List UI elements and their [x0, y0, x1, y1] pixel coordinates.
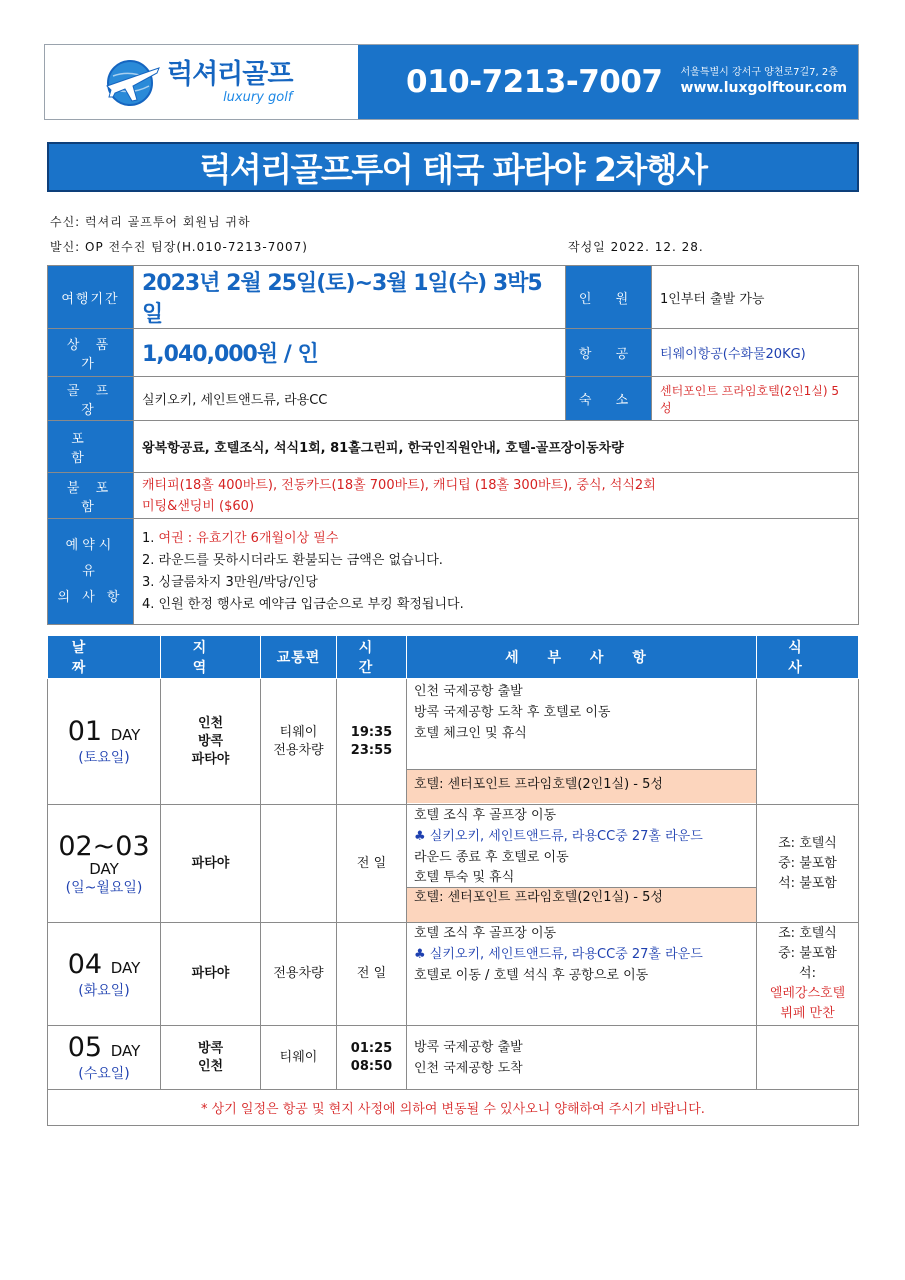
recipient-line: 수신: 럭셔리 골프투어 회원님 귀하	[50, 215, 251, 229]
footnote-row	[48, 1090, 859, 1126]
table-row	[48, 923, 859, 1026]
col-date: 날 짜	[48, 636, 161, 679]
col-transport: 교통편	[261, 636, 337, 679]
written-date: 작성일 2022. 12. 28.	[568, 240, 704, 254]
transport-cell: 티웨이 전용차량	[261, 679, 337, 805]
website-link[interactable]: www.luxgolftour.com	[680, 79, 848, 96]
detail-cell: 호텔 조식 후 골프장 이동 ♣ 실키오키, 세인트앤드류, 라용CC중 27홀 라운드 호텔로 이동 / 호텔 석식 후 공항으로 이동	[407, 923, 757, 1026]
detail-cell: 호텔 조식 후 골프장 이동 ♣ 실키오키, 세인트앤드류, 라용CC중 27홀 라운드 라운드 종료 후 호텔로 이동 호텔 투숙 및 휴식 호텔: 센터포인트 프라임호텔(2인1실) - 5성	[407, 805, 757, 923]
page-title: 럭셔리골프투어 태국 파타야 2차행사	[199, 149, 707, 189]
transport-cell	[261, 805, 337, 923]
airline-value: 티웨이항공(수화물20KG)	[652, 329, 859, 377]
hotel-label: 숙 소	[566, 377, 652, 421]
page-title-bar	[47, 142, 859, 192]
time-cell: 01:25 08:50	[337, 1026, 407, 1090]
include-value: 왕복항공료, 호텔조식, 석식1회, 81홀그린피, 한국인직원안내, 호텔-골프장이동차량	[134, 421, 859, 473]
day-cell: 01 DAY (토요일)	[48, 679, 161, 805]
exclude-label: 불 포 함	[48, 473, 134, 519]
exclude-value: 캐티피(18홀 400바트), 전동카드(18홀 700바트), 캐디팁 (18홀 300바트), 중식, 석식2회 미팅&샌딩비 ($60)	[134, 473, 859, 519]
meal-cell: 조: 호텔식 중: 불포함 석: 불포함	[757, 805, 859, 923]
include-label: 포 함	[48, 421, 134, 473]
people-value: 1인부터 출발 가능	[652, 266, 859, 329]
phone-number[interactable]: 010-7213-7007	[406, 64, 663, 100]
notes-label: 예약시 유 의 사 항	[48, 519, 134, 625]
people-label: 인 원	[566, 266, 652, 329]
logo-text: 럭셔리골프	[167, 58, 293, 90]
period-value: 2023년 2월 25일(토)~3월 1일(수) 3박5일	[134, 266, 566, 329]
col-meal: 식 사	[757, 636, 859, 679]
day-cell: 05 DAY (수요일)	[48, 1026, 161, 1090]
logo-subtext: luxury golf	[223, 89, 293, 105]
time-cell: 19:35 23:55	[337, 679, 407, 805]
col-region: 지 역	[161, 636, 261, 679]
detail-cell: 방콕 국제공항 출발 인천 국제공항 도착	[407, 1026, 757, 1090]
golf-value: 실키오키, 세인트앤드류, 라용CC	[134, 377, 566, 421]
detail-cell: 인천 국제공항 출발 방콕 국제공항 도착 후 호텔로 이동 호텔 체크인 및 휴식 호텔: 센터포인트 프라임호텔(2인1실) - 5성	[407, 679, 757, 805]
time-cell: 전 일	[337, 805, 407, 923]
table-row	[48, 805, 859, 923]
day-cell: 02~03 DAY (일~월요일)	[48, 805, 161, 923]
region-cell: 인천 방콕 파타야	[161, 679, 261, 805]
price-value: 1,040,000원 / 인	[134, 329, 566, 377]
contact-area	[358, 45, 858, 119]
table-row	[48, 679, 859, 805]
table-row	[48, 1026, 859, 1090]
day-cell: 04 DAY (화요일)	[48, 923, 161, 1026]
hotel-value: 센터포인트 프라임호텔(2인1실) 5성	[652, 377, 859, 421]
trip-info-table	[47, 265, 859, 625]
col-details: 세 부 사 항	[407, 636, 757, 679]
schedule-table	[47, 635, 859, 1126]
header-banner	[44, 44, 859, 120]
airplane-globe-icon	[103, 56, 161, 108]
sender-line: 발신: OP 전수진 팀장(H.010-7213-7007)	[50, 240, 308, 254]
notes-value: 1. 여권 : 유효기간 6개월이상 필수 2. 라운드를 못하시더라도 환불되는 금액은 없습니다. 3. 싱글룸차지 3만원/박당/인당 4. 인원 한정 행사로 예약금 입금순으로 부킹 확정됩니다.	[134, 519, 859, 625]
region-cell: 방콕 인천	[161, 1026, 261, 1090]
transport-cell: 티웨이	[261, 1026, 337, 1090]
address: 서울특별시 강서구 양천로7길7, 2층	[680, 67, 838, 78]
hotel-highlight: 호텔: 센터포인트 프라임호텔(2인1실) - 5성	[407, 769, 756, 803]
period-label: 여행기간	[48, 266, 134, 329]
hotel-highlight: 호텔: 센터포인트 프라임호텔(2인1실) - 5성	[407, 887, 756, 922]
schedule-header-row	[48, 636, 859, 679]
meal-cell: 조: 호텔식 중: 불포함 석: 엘레강스호텔 뷔페 만찬	[757, 923, 859, 1026]
airline-label: 항 공	[566, 329, 652, 377]
region-cell: 파타야	[161, 805, 261, 923]
meal-cell	[757, 679, 859, 805]
logo-area	[45, 45, 358, 119]
col-time: 시 간	[337, 636, 407, 679]
meal-cell	[757, 1026, 859, 1090]
time-cell: 전 일	[337, 923, 407, 1026]
footnote: * 상기 일정은 항공 및 현지 사정에 의하여 변동될 수 있사오니 양해하여 주시기 바랍니다.	[48, 1090, 859, 1126]
golf-label: 골 프 장	[48, 377, 134, 421]
transport-cell: 전용차량	[261, 923, 337, 1026]
region-cell: 파타야	[161, 923, 261, 1026]
price-label: 상 품 가	[48, 329, 134, 377]
